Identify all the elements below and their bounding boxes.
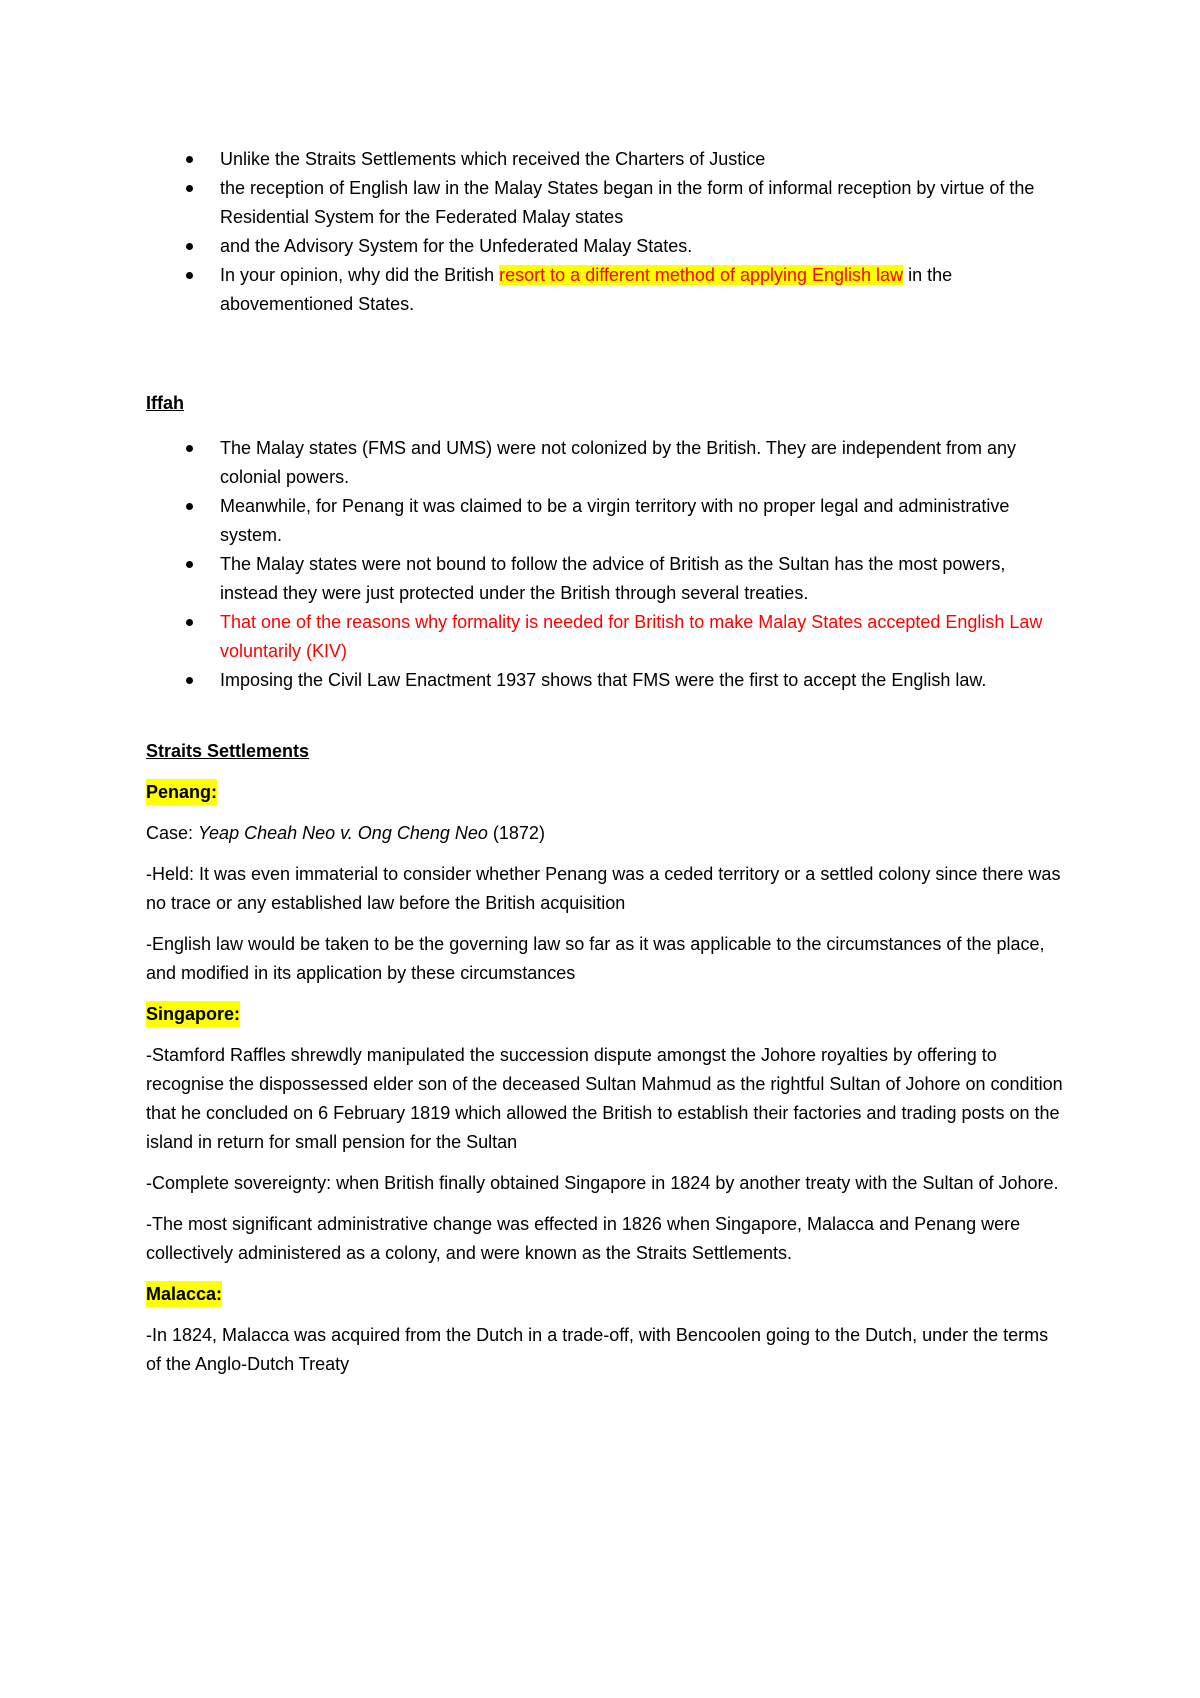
list-item — [146, 232, 1066, 261]
malacca-label: Malacca: — [146, 1281, 222, 1307]
list-item — [146, 608, 1066, 666]
penang-label: Penang: — [146, 779, 217, 805]
bullet-text: Imposing the Civil Law Enactment 1937 shows that FMS were the first to accept the English law. — [220, 670, 987, 690]
bullet-icon — [186, 503, 193, 510]
bullet-text: the reception of English law in the Malay States began in the form of informal reception by virtue of the Residential System for the Federated Malay states — [220, 178, 1035, 227]
bullet-text-red: That one of the reasons why formality is needed for British to make Malay States accepted English Law voluntarily (KIV) — [220, 612, 1043, 661]
list-item — [146, 434, 1066, 492]
bullet-icon — [186, 619, 193, 626]
penang-english-law: -English law would be taken to be the governing law so far as it was applicable to the circumstances of the place, and modified in its application by these circumstances — [146, 934, 1045, 983]
straits-heading: Straits Settlements — [146, 741, 310, 761]
question-highlight: resort to a different method of applying English law — [499, 265, 904, 285]
singapore-paragraph-1: -Stamford Raffles shrewdly manipulated the succession dispute amongst the Johore royalties by offering to recognise the dispossessed elder son of the deceased Sultan Mahmud as the rightful Sultan of Johore on condition that he concluded on 6 February 1819 which allowed the British to establish their factories and trading posts on the island in return for small pension for the Sultan — [146, 1045, 1063, 1152]
malacca-paragraph-1: -In 1824, Malacca was acquired from the Dutch in a trade-off, with Bencoolen going to the Dutch, under the terms of the Anglo-Dutch Treaty — [146, 1325, 1049, 1374]
singapore-paragraph-2: -Complete sovereignty: when British finally obtained Singapore in 1824 by another treaty with the Sultan of Johore. — [146, 1173, 1059, 1193]
bullet-icon — [186, 156, 193, 163]
iffah-bullet-list — [146, 434, 1066, 695]
bullet-text: Unlike the Straits Settlements which received the Charters of Justice — [220, 149, 766, 169]
bullet-text: The Malay states (FMS and UMS) were not colonized by the British. They are independent from any colonial powers. — [220, 438, 1017, 487]
iffah-heading: Iffah — [146, 393, 184, 413]
case-year: (1872) — [487, 823, 545, 843]
singapore-paragraph-3: -The most significant administrative change was effected in 1826 when Singapore, Malacca and Penang were collectively administered as a colony, and were known as the Straits Settlements. — [146, 1214, 1021, 1263]
bullet-icon — [186, 185, 193, 192]
list-item — [146, 550, 1066, 608]
bullet-icon — [186, 677, 193, 684]
list-item — [146, 174, 1066, 232]
document-content — [146, 145, 1066, 1379]
bullet-text: The Malay states were not bound to follow the advice of British as the Sultan has the most powers, instead they were just protected under the British through several treaties. — [220, 554, 1006, 603]
question-before: In your opinion, why did the British — [220, 265, 500, 285]
singapore-label: Singapore: — [146, 1001, 240, 1027]
penang-held: -Held: It was even immaterial to consider whether Penang was a ceded territory or a settled colony since there was no trace or any established law before the British acquisition — [146, 864, 1061, 913]
case-prefix: Case: — [146, 823, 199, 843]
bullet-icon — [186, 272, 193, 279]
question-item — [146, 261, 1066, 319]
intro-bullet-list — [146, 145, 1066, 319]
case-name: Yeap Cheah Neo v. Ong Cheng Neo — [198, 823, 488, 843]
list-item — [146, 666, 1066, 695]
bullet-text: Meanwhile, for Penang it was claimed to be a virgin territory with no proper legal and administrative system. — [220, 496, 1010, 545]
bullet-text: and the Advisory System for the Unfederated Malay States. — [220, 236, 693, 256]
bullet-icon — [186, 561, 193, 568]
question-after: in the abovementioned States. — [220, 265, 953, 314]
list-item — [146, 492, 1066, 550]
bullet-icon — [186, 445, 193, 452]
bullet-icon — [186, 243, 193, 250]
penang-case — [146, 819, 1066, 848]
list-item — [146, 145, 1066, 174]
